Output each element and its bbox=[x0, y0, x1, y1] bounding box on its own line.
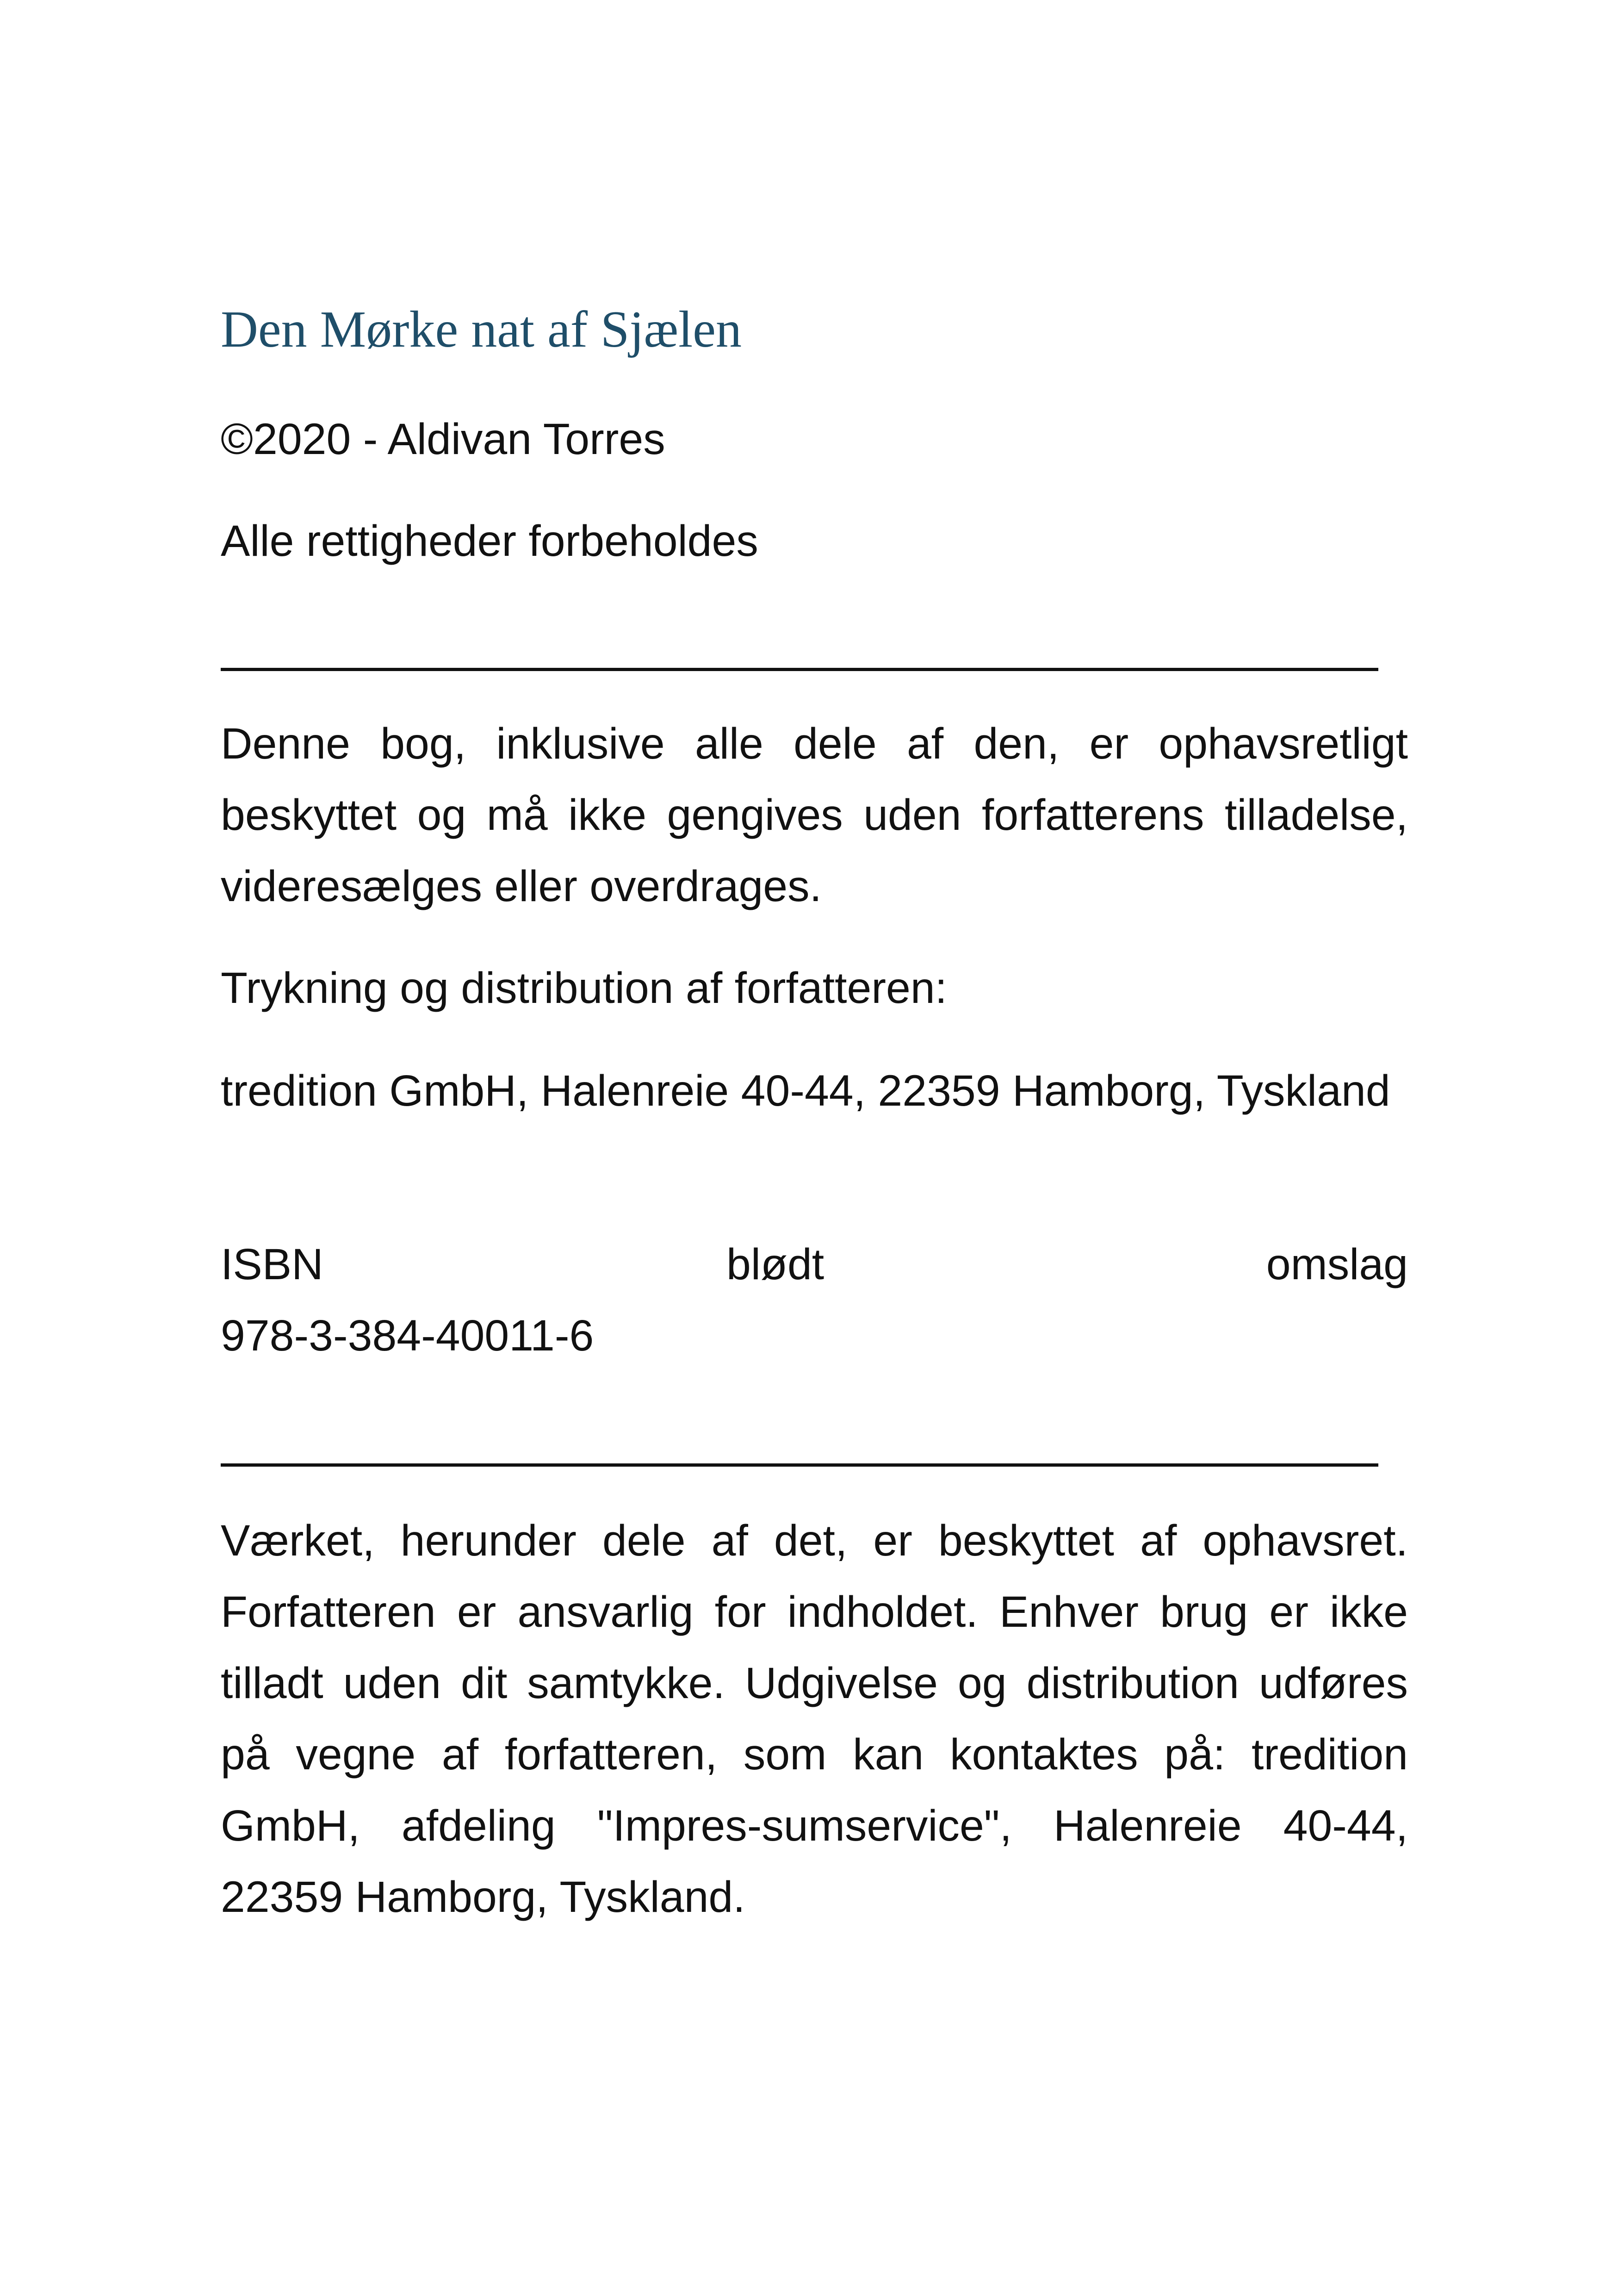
isbn-label: ISBN bbox=[221, 1240, 323, 1289]
printing-label: Trykning og distribution af forfatteren: bbox=[221, 964, 948, 1013]
isbn-number: 978-3-384-40011-6 bbox=[221, 1311, 594, 1360]
copyright-line: ©2020 - Aldivan Torres bbox=[221, 415, 665, 464]
horizontal-rule-top bbox=[221, 668, 1378, 671]
isbn-row bbox=[221, 1229, 1408, 1300]
horizontal-rule-bottom bbox=[221, 1463, 1378, 1467]
book-title: Den Mørke nat af Sjælen bbox=[221, 301, 742, 358]
legal-notice-paragraph: Værket, herunder dele af det, er beskyttet af ophavsret. Forfatteren er ansvarlig for indholdet. Enhver brug er ikke tilladt uden dit samtykke. Udgivelse og distribution udføres på vegne af forfatteren, som kan kontaktes på: tredition GmbH, afdeling "Impres-sumservice", Halenreie 40-44, 22359 Hamborg, Tyskland. bbox=[221, 1516, 1408, 1922]
isbn-format: blødt bbox=[726, 1240, 824, 1289]
isbn-binding: omslag bbox=[1266, 1240, 1408, 1289]
rights-reserved-line: Alle rettigheder forbeholdes bbox=[221, 516, 758, 566]
copyright-notice-paragraph: Denne bog, inklusive alle dele af den, er ophavsretligt beskyttet og må ikke gengives uden forfatterens tilladelse, videresælges eller overdrages. bbox=[221, 719, 1408, 911]
printer-address-paragraph: tredition GmbH, Halenreie 40-44, 22359 Hamborg, Tyskland bbox=[221, 1066, 1390, 1115]
